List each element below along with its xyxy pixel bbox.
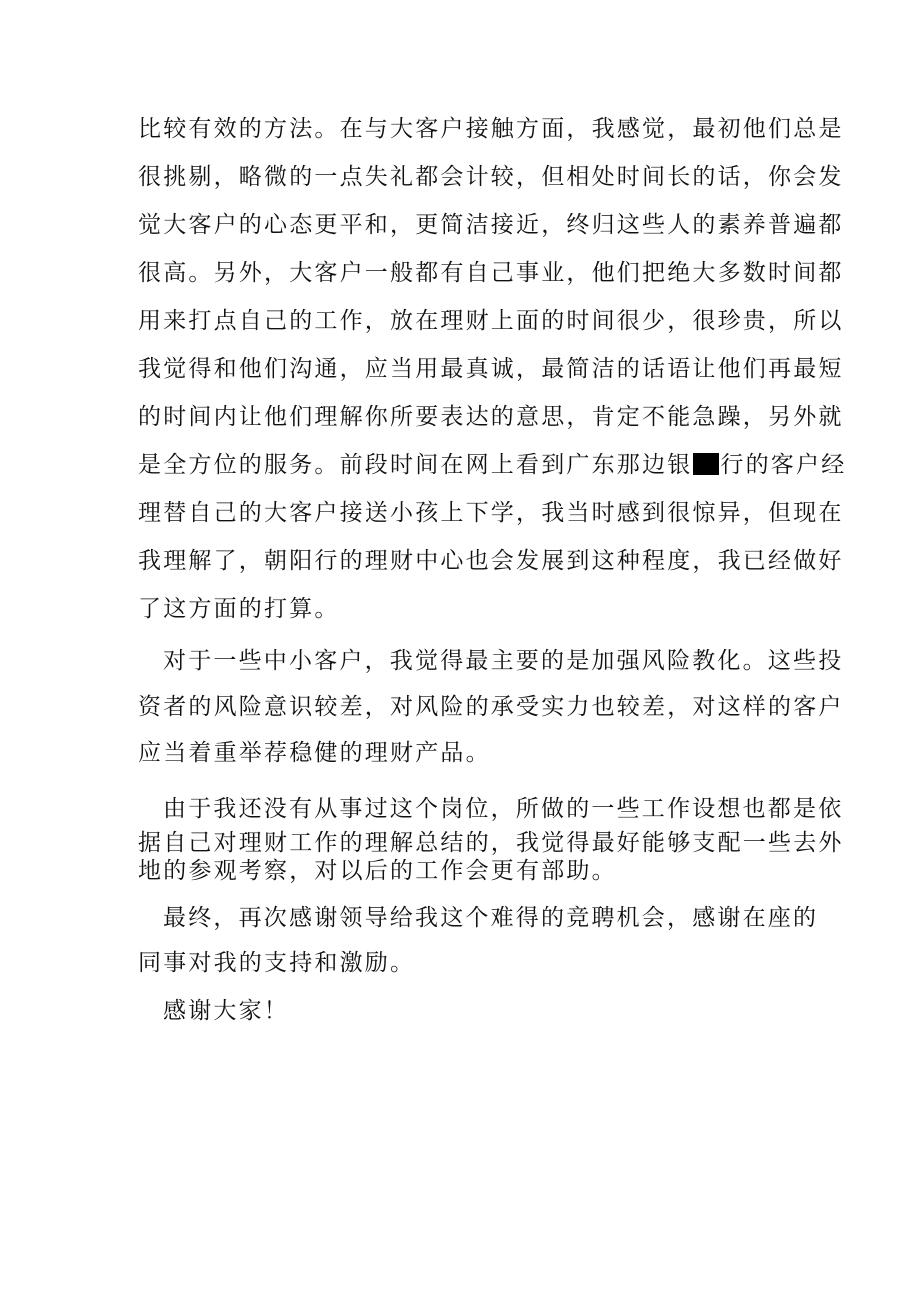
text-line: 用来打点自己的工作，放在理财上面的时间很少，很珍贵，所以 bbox=[138, 308, 844, 334]
text-line: 觉大客户的心态更平和，更简洁接近，终归这些人的素养普遍都 bbox=[138, 212, 844, 238]
text-line: 对于一些中小客户，我觉得最主要的是加强风险教化。这些投 bbox=[163, 648, 844, 674]
text-line-with-redaction bbox=[138, 450, 846, 480]
text-line: 同事对我的支持和激励。 bbox=[138, 950, 416, 976]
text-line: 感谢大家！ bbox=[163, 998, 289, 1024]
text-line: 资者的风险意识较差，对风险的承受实力也较差，对这样的客户 bbox=[138, 694, 844, 720]
text-line: 地的参观考察，对以后的工作会更有部助。 bbox=[138, 858, 617, 884]
text-line: 了这方面的打算。 bbox=[138, 596, 340, 622]
redaction-block bbox=[693, 453, 719, 475]
text-line: 据自己对理财工作的理解总结的，我觉得最好能够支配一些去外 bbox=[138, 830, 844, 856]
text-line: 由于我还没有从事过这个岗位，所做的一些工作设想也都是依 bbox=[163, 796, 844, 822]
text-line: 我觉得和他们沟通，应当用最真诚，最简洁的话语让他们再最短 bbox=[138, 356, 844, 382]
text-line: 很高。另外，大客户一般都有自己事业，他们把绝大多数时间都 bbox=[138, 260, 844, 286]
text-line: 应当着重举荐稳健的理财产品。 bbox=[138, 740, 491, 766]
text-line: 我理解了，朝阳行的理财中心也会发展到这种程度，我已经做好 bbox=[138, 548, 844, 574]
text-line: 最终，再次感谢领导给我这个难得的竞聘机会，感谢在座的 bbox=[163, 905, 819, 931]
text-line: 比较有效的方法。在与大客户接触方面，我感觉，最初他们总是 bbox=[138, 116, 844, 142]
text-segment: 是全方位的服务。前段时间在网上看到广东那边银 bbox=[138, 452, 693, 478]
text-line: 很挑剔，略微的一点失礼都会计较，但相处时间长的话，你会发 bbox=[138, 164, 844, 190]
text-line: 理替自己的大客户接送小孩上下学，我当时感到很惊异，但现在 bbox=[138, 500, 844, 526]
text-line: 的时间内让他们理解你所要表达的意思，肯定不能急躁，另外就 bbox=[138, 404, 844, 430]
text-segment: 行的客户经 bbox=[720, 452, 847, 478]
